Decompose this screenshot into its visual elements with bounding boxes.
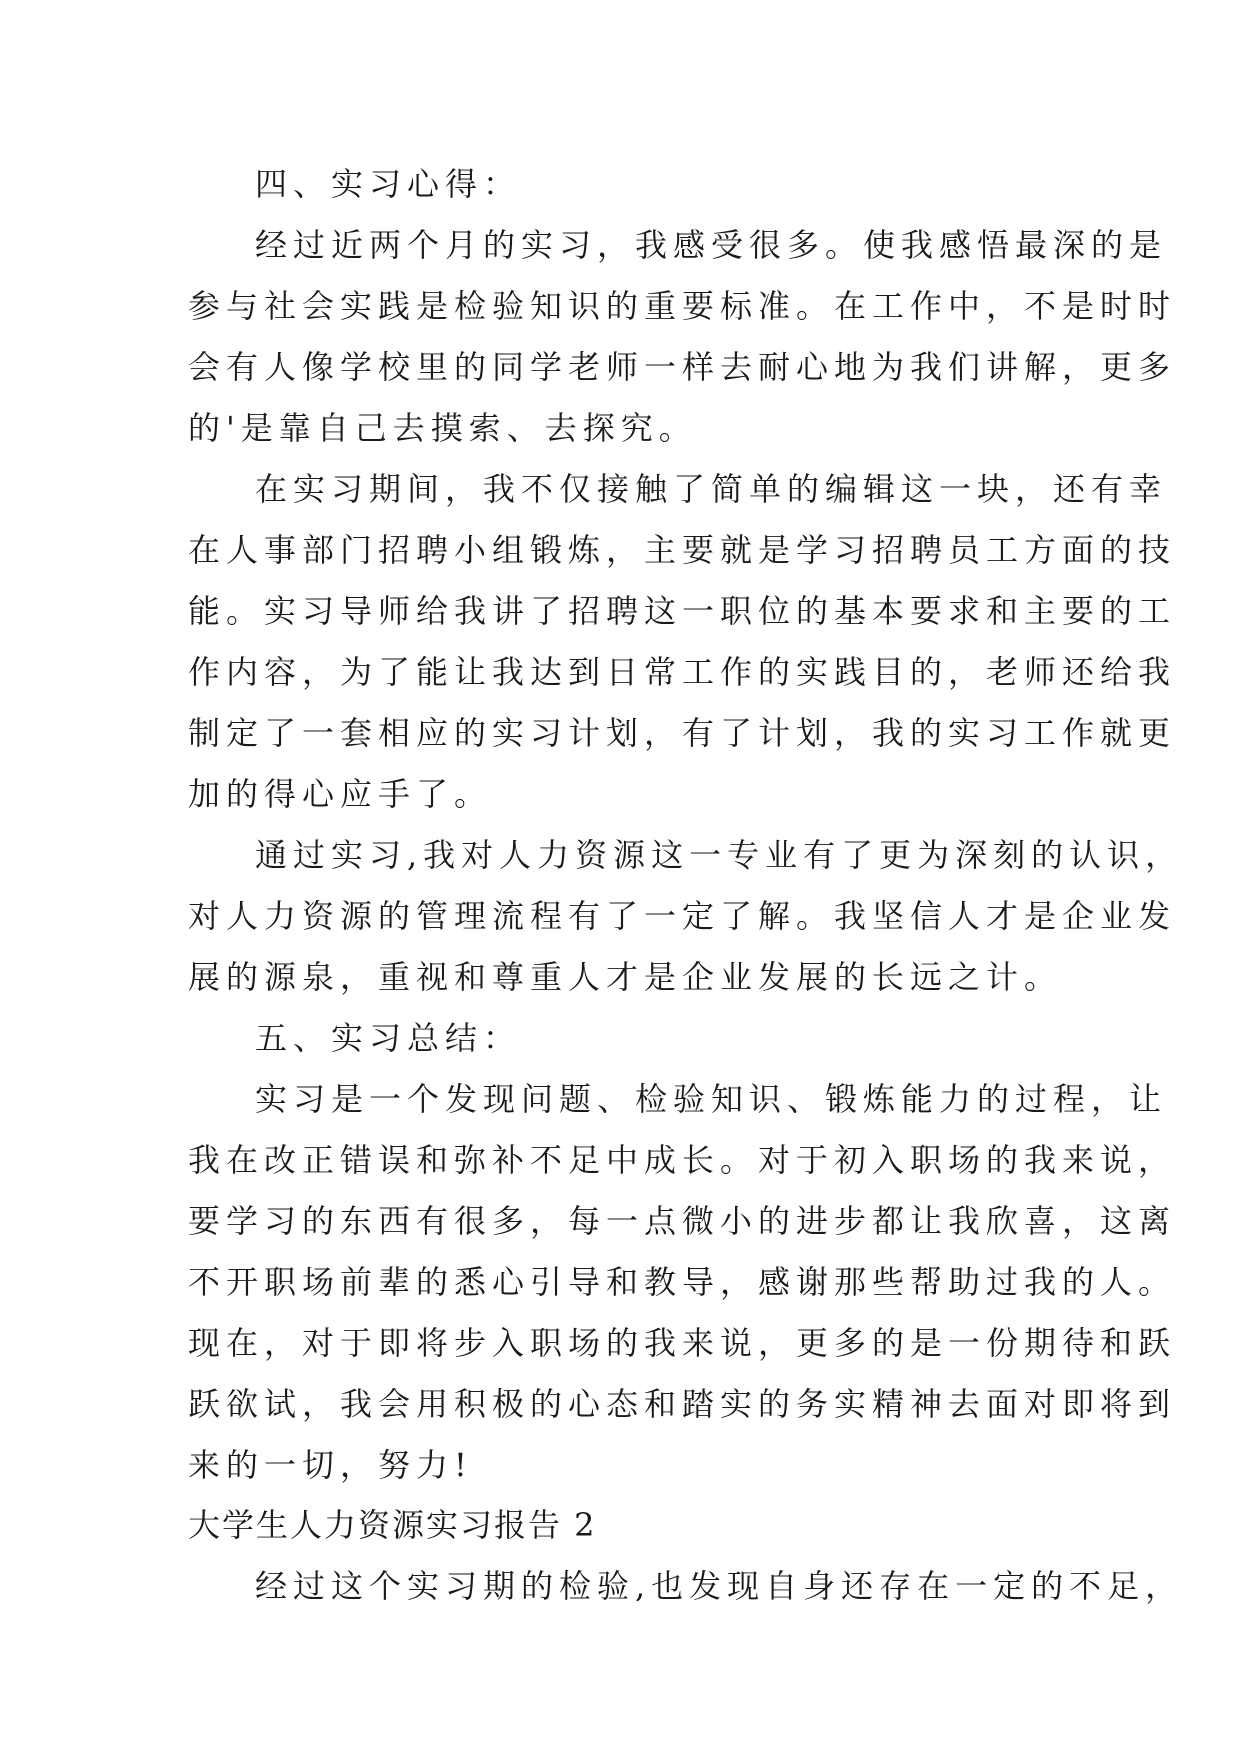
paragraph-line: 加的得心应手了。	[188, 775, 493, 813]
paragraph-line: 在实习期间，我不仅接触了简单的编辑这一块，还有幸	[255, 470, 1168, 508]
paragraph-line: 通过实习,我对人力资源这一专业有了更为深刻的认识，	[255, 836, 1184, 874]
paragraph-line: 对人力资源的管理流程有了一定了解。我坚信人才是企业发	[188, 897, 1177, 935]
paragraph-line: 跃欲试，我会用积极的心态和踏实的务实精神去面对即将到	[188, 1385, 1177, 1423]
paragraph-line: 来的一切，努力!	[188, 1446, 473, 1484]
paragraph-line: 参与社会实践是检验知识的重要标准。在工作中，不是时时	[188, 287, 1177, 325]
heading-internship-summary: 五、实习总结：	[255, 1019, 522, 1057]
paragraph-line: 展的源泉，重视和尊重人才是企业发展的长远之计。	[188, 958, 1063, 996]
paragraph-line: 的'是靠自己去摸索、去探究。	[188, 409, 697, 447]
paragraph-line: 会有人像学校里的同学老师一样去耐心地为我们讲解，更多	[188, 348, 1177, 386]
paragraph-line: 现在，对于即将步入职场的我来说，更多的是一份期待和跃	[188, 1324, 1177, 1362]
paragraph-line: 能。实习导师给我讲了招聘这一职位的基本要求和主要的工	[188, 592, 1177, 630]
paragraph-line: 经过近两个月的实习，我感受很多。使我感悟最深的是	[255, 226, 1168, 264]
heading-internship-experience: 四、实习心得：	[255, 165, 522, 203]
paragraph-line: 作内容，为了能让我达到日常工作的实践目的，老师还给我	[188, 653, 1177, 691]
paragraph-line: 我在改正错误和弥补不足中成长。对于初入职场的我来说，	[188, 1141, 1177, 1179]
paragraph-line: 经过这个实习期的检验,也发现自身还存在一定的不足，	[255, 1567, 1184, 1605]
paragraph-line: 制定了一套相应的实习计划，有了计划，我的实习工作就更	[188, 714, 1177, 752]
paragraph-line: 实习是一个发现问题、检验知识、锻炼能力的过程，让	[255, 1080, 1168, 1118]
paragraph-line: 不开职场前辈的悉心引导和教导，感谢那些帮助过我的人。	[188, 1263, 1177, 1301]
paragraph-line: 要学习的东西有很多，每一点微小的进步都让我欣喜，这离	[188, 1202, 1177, 1240]
section-title: 大学生人力资源实习报告 2	[188, 1506, 597, 1544]
paragraph-line: 在人事部门招聘小组锻炼，主要就是学习招聘员工方面的技	[188, 531, 1177, 569]
